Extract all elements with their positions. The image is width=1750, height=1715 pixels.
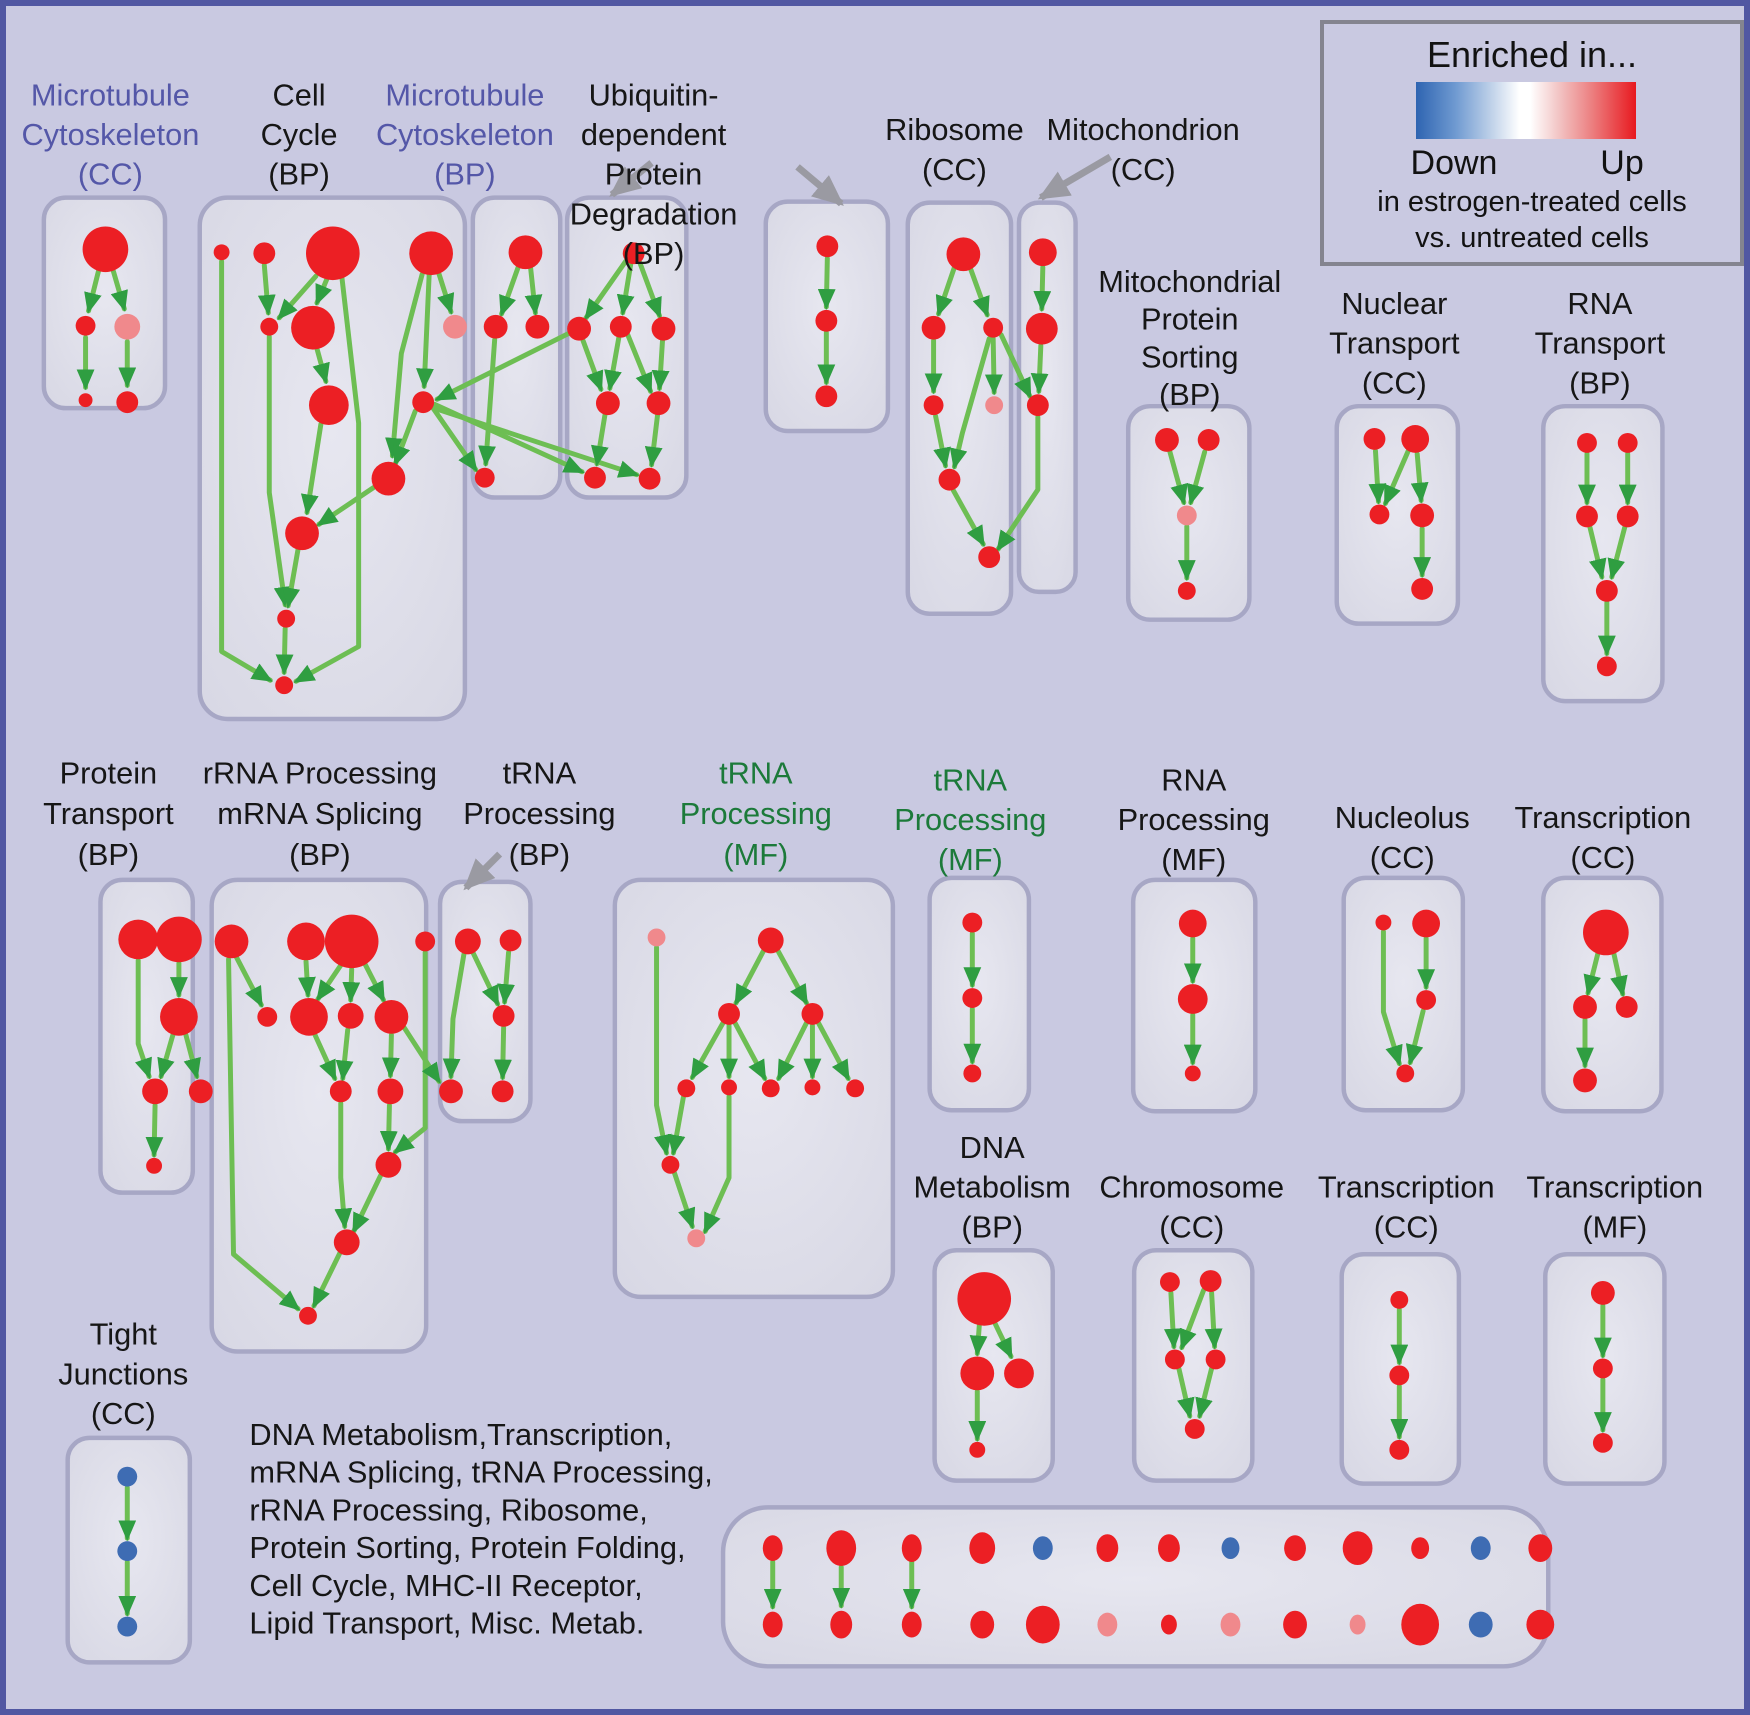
go-term-node <box>1178 984 1208 1014</box>
go-term-node <box>306 226 360 280</box>
go-term-node <box>1412 910 1440 938</box>
go-term-node <box>160 998 198 1036</box>
go-term-node <box>277 610 295 628</box>
edge-arrow <box>351 969 352 1000</box>
go-term-node <box>439 1079 463 1103</box>
go-term-node <box>525 315 549 339</box>
go-term-node <box>758 928 784 954</box>
edge-arrow <box>154 1105 155 1155</box>
edge-arrow <box>284 629 285 673</box>
label-chromosome: Chromosome <box>1099 1169 1285 1205</box>
go-term-node <box>1161 1615 1177 1635</box>
go-term-node <box>156 917 202 963</box>
label-nucleolus: (CC) <box>1369 839 1435 875</box>
go-term-node <box>290 998 328 1036</box>
group-box-nuclear-transport <box>1337 406 1458 623</box>
go-term-node <box>1597 656 1617 676</box>
misc-category-text-line: DNA Metabolism,Transcription, <box>249 1416 673 1452</box>
go-term-node <box>1573 1069 1597 1093</box>
label-microtubule-bp: Cytoskeleton <box>375 117 554 153</box>
go-term-node <box>1364 428 1386 450</box>
label-ubiquitin: Ubiquitin- <box>588 77 719 113</box>
go-term-node <box>815 385 837 407</box>
edge-arrow <box>826 258 827 307</box>
go-term-node <box>287 923 325 961</box>
edge-arrow <box>977 1326 979 1354</box>
label-nuclear-transport: (CC) <box>1361 365 1427 401</box>
go-term-node <box>1401 425 1429 453</box>
edge-arrow <box>1171 1293 1174 1347</box>
label-cell-cycle: Cell <box>272 77 326 113</box>
go-term-node <box>118 920 158 960</box>
go-term-node <box>815 310 837 332</box>
go-term-node <box>291 306 335 350</box>
go-term-node <box>826 1530 856 1566</box>
label-mitochondrion: (CC) <box>1110 151 1176 187</box>
go-term-node <box>1396 1065 1414 1083</box>
label-nucleolus: Nucleolus <box>1334 800 1470 836</box>
label-transcription-cc-1: (CC) <box>1570 839 1636 875</box>
legend-box <box>1320 20 1744 266</box>
go-term-node <box>1528 1534 1552 1562</box>
go-term-node <box>830 1611 852 1639</box>
label-rna-transport: (BP) <box>1569 365 1631 401</box>
label-nuclear-transport: Transport <box>1329 325 1460 361</box>
go-term-node <box>1158 1534 1180 1562</box>
go-term-node <box>652 317 676 341</box>
go-term-node <box>846 1079 864 1097</box>
label-protein-transport: Transport <box>43 796 174 832</box>
go-term-node <box>983 318 1003 338</box>
label-cell-cycle: Cycle <box>260 117 338 153</box>
edge-arrow <box>306 961 308 995</box>
go-term-node <box>647 391 671 415</box>
label-microtubule-cc: Cytoskeleton <box>21 117 200 153</box>
label-mitochondrion: Mitochondrion <box>1046 112 1240 148</box>
go-term-node <box>1375 915 1391 931</box>
label-trna-mf-1: Processing <box>679 796 832 832</box>
label-protein-transport: (BP) <box>77 836 140 872</box>
go-term-node <box>1096 1534 1118 1562</box>
edge-arrow <box>1375 451 1378 502</box>
go-term-node <box>1283 1611 1307 1639</box>
go-term-node <box>309 385 349 425</box>
go-term-node <box>409 231 453 275</box>
go-term-node <box>969 1532 995 1564</box>
label-mito-protein-sorting: (BP) <box>1159 377 1221 413</box>
go-term-node <box>415 931 435 951</box>
edge-arrow <box>503 1028 504 1078</box>
go-term-node <box>962 913 982 933</box>
go-term-node <box>375 1000 409 1034</box>
go-term-node <box>455 928 481 954</box>
label-mito-protein-sorting: Protein <box>1141 301 1239 337</box>
label-microtubule-cc: Microtubule <box>30 77 190 113</box>
go-term-node <box>1004 1358 1034 1388</box>
label-rrna-mrna: (BP) <box>289 836 351 872</box>
go-term-node <box>260 318 278 336</box>
label-mito-protein-sorting: Sorting <box>1141 339 1239 375</box>
go-term-node <box>687 1229 705 1247</box>
go-term-node <box>762 1079 780 1097</box>
go-term-node <box>215 925 249 959</box>
go-term-node <box>939 469 961 491</box>
go-term-node <box>1401 1604 1439 1646</box>
go-term-node <box>146 1158 162 1174</box>
go-term-node <box>1576 505 1598 527</box>
label-tight-junctions: Tight <box>89 1316 157 1352</box>
gradient-bar <box>1416 82 1636 139</box>
go-term-node <box>484 315 508 339</box>
label-trna-bp: tRNA <box>502 755 577 791</box>
go-term-node <box>330 1080 352 1102</box>
label-microtubule-bp: Microtubule <box>385 77 545 113</box>
go-term-node <box>962 988 982 1008</box>
go-term-node <box>922 316 946 340</box>
go-term-node <box>116 391 138 413</box>
misc-category-text-line: rRNA Processing, Ribosome, <box>249 1492 648 1528</box>
label-trna-mf-2: Processing <box>894 802 1047 838</box>
callout-arrow <box>798 167 842 204</box>
edge-arrow <box>660 341 663 389</box>
label-microtubule-bp: (BP) <box>434 156 496 192</box>
legend-subtitle-line1: in estrogen-treated cells <box>1377 186 1687 218</box>
go-term-node <box>1617 505 1639 527</box>
go-term-node <box>978 546 1000 568</box>
label-trna-mf-1: (MF) <box>723 836 789 872</box>
label-rna-processing-mf: (MF) <box>1161 841 1227 877</box>
label-transcription-mf: Transcription <box>1526 1169 1704 1205</box>
go-term-node <box>509 235 543 269</box>
go-term-node <box>985 396 1003 414</box>
go-term-node <box>804 1079 820 1095</box>
go-term-node <box>1284 1535 1306 1561</box>
label-ubiquitin: Protein <box>604 156 703 192</box>
edge-arrow <box>1212 1293 1215 1347</box>
label-tight-junctions: (CC) <box>90 1396 156 1432</box>
go-term-node <box>567 317 591 341</box>
go-term-node <box>493 1005 515 1027</box>
go-term-node <box>957 1272 1011 1326</box>
go-term-node <box>1350 1615 1366 1635</box>
go-term-node <box>1389 1440 1409 1460</box>
go-term-node <box>1177 505 1197 525</box>
go-term-node <box>596 391 620 415</box>
go-term-node <box>189 1079 213 1103</box>
go-term-node <box>1583 910 1629 956</box>
go-term-node <box>253 242 275 264</box>
go-term-node <box>1185 1066 1201 1082</box>
go-term-node <box>1155 428 1179 452</box>
go-term-node <box>376 1152 402 1178</box>
go-term-node <box>257 1007 277 1027</box>
label-ubiquitin: Degradation <box>569 196 738 232</box>
go-term-node <box>763 1612 783 1638</box>
label-ubiquitin: dependent <box>580 117 727 153</box>
go-term-node <box>275 676 293 694</box>
go-term-node <box>584 467 606 489</box>
go-term-node <box>1469 1612 1493 1638</box>
edge-arrow <box>1039 346 1041 392</box>
go-term-node <box>117 1617 137 1637</box>
label-rna-processing-mf: RNA <box>1161 762 1227 798</box>
go-term-node <box>1593 1358 1613 1378</box>
edge-arrow <box>388 1105 389 1149</box>
misc-category-text-line: Cell Cycle, MHC-II Receptor, <box>249 1567 643 1603</box>
go-term-node <box>500 929 522 951</box>
label-protein-transport: Protein <box>59 755 158 791</box>
label-dna-metabolism: Metabolism <box>913 1169 1071 1205</box>
go-term-node <box>1343 1531 1373 1565</box>
go-term-node <box>443 315 467 339</box>
label-trna-mf-2: tRNA <box>933 762 1008 798</box>
go-term-node <box>1411 1537 1429 1559</box>
misc-category-text-line: Protein Sorting, Protein Folding, <box>249 1530 686 1566</box>
go-term-node <box>1200 1270 1222 1292</box>
go-term-node <box>1591 1281 1615 1305</box>
go-term-node <box>1526 1610 1554 1640</box>
go-term-node <box>960 1356 994 1390</box>
go-term-node <box>1179 910 1207 938</box>
go-term-node <box>492 1080 514 1102</box>
go-term-node <box>1616 996 1638 1018</box>
go-term-node <box>325 915 379 969</box>
go-term-node <box>76 316 96 336</box>
edge-arrow <box>993 339 994 393</box>
go-term-node <box>1577 433 1597 453</box>
label-mito-protein-sorting: Mitochondrial <box>1098 263 1282 299</box>
go-term-node <box>969 1442 985 1458</box>
go-term-node <box>946 237 980 271</box>
go-term-node <box>970 1611 994 1639</box>
go-term-node <box>285 516 319 550</box>
go-term-node <box>1573 995 1597 1019</box>
callout-arrow <box>1041 157 1111 198</box>
group-box-rna-transport <box>1543 406 1662 701</box>
go-term-node <box>1160 1272 1180 1292</box>
go-term-node <box>1029 238 1057 266</box>
misc-category-text-line: Lipid Transport, Misc. Metab. <box>249 1605 645 1641</box>
go-term-node <box>1097 1613 1117 1637</box>
label-transcription-cc-1: Transcription <box>1514 800 1692 836</box>
edge-arrow <box>1042 267 1043 309</box>
label-rna-processing-mf: Processing <box>1117 802 1270 838</box>
label-dna-metabolism: DNA <box>959 1129 1025 1165</box>
go-term-node <box>378 1078 404 1104</box>
go-term-node <box>1411 578 1433 600</box>
edge-arrow <box>390 1035 391 1076</box>
label-transcription-mf: (MF) <box>1582 1209 1648 1245</box>
legend-subtitle-line2: vs. untreated cells <box>1415 222 1649 254</box>
go-term-node <box>1416 990 1436 1010</box>
label-trna-bp: (BP) <box>508 836 571 872</box>
label-tight-junctions: Junctions <box>58 1356 189 1392</box>
go-term-node <box>372 462 406 496</box>
go-term-node <box>648 928 666 946</box>
go-term-node <box>79 393 93 407</box>
go-term-node <box>1165 1350 1185 1370</box>
go-term-node <box>662 1156 680 1174</box>
misc-category-text-line: mRNA Splicing, tRNA Processing, <box>249 1454 713 1490</box>
go-term-node <box>763 1535 783 1561</box>
go-term-node <box>1026 313 1058 345</box>
legend-up-label: Up <box>1600 144 1644 182</box>
go-term-node <box>1026 1606 1060 1644</box>
go-term-node <box>639 468 661 490</box>
label-transcription-cc-2: (CC) <box>1373 1209 1439 1245</box>
go-term-node <box>83 226 129 272</box>
go-term-node <box>117 1541 137 1561</box>
go-term-node <box>334 1229 360 1255</box>
go-term-node <box>1471 1536 1491 1560</box>
go-term-node <box>1221 1613 1241 1637</box>
label-rna-transport: RNA <box>1567 285 1633 321</box>
label-trna-bp: Processing <box>463 796 616 832</box>
go-term-node <box>117 1467 137 1487</box>
go-term-node <box>1222 1537 1240 1559</box>
go-term-node <box>1370 504 1390 524</box>
label-ubiquitin: (BP) <box>622 236 685 272</box>
go-term-node <box>1033 1536 1053 1560</box>
go-term-node <box>114 314 140 340</box>
go-term-node <box>802 1003 824 1025</box>
go-term-node <box>721 1079 737 1095</box>
go-term-node <box>142 1078 168 1104</box>
label-nuclear-transport: Nuclear <box>1341 285 1448 321</box>
legend-down-label: Down <box>1410 144 1498 182</box>
legend-title: Enriched in... <box>1426 34 1638 75</box>
group-box-chromosome <box>1134 1250 1252 1480</box>
label-rrna-mrna: mRNA Splicing <box>217 796 423 832</box>
go-term-node <box>1185 1419 1205 1439</box>
label-chromosome: (CC) <box>1159 1209 1225 1245</box>
go-term-node <box>1206 1350 1226 1370</box>
go-term-node <box>1389 1365 1409 1385</box>
label-rrna-mrna: rRNA Processing <box>202 755 438 791</box>
go-term-node <box>214 244 230 260</box>
go-term-node <box>1178 582 1196 600</box>
go-term-node <box>1593 1433 1613 1453</box>
go-term-node <box>1596 580 1618 602</box>
go-term-node <box>902 1612 922 1638</box>
go-term-node <box>610 316 632 338</box>
label-transcription-cc-2: Transcription <box>1317 1169 1495 1205</box>
go-term-node <box>1618 433 1638 453</box>
label-trna-mf-1: tRNA <box>719 755 793 791</box>
label-ribosome: Ribosome <box>885 112 1024 148</box>
go-term-node <box>924 395 944 415</box>
label-ribosome: (CC) <box>921 151 987 187</box>
go-term-node <box>338 1003 364 1029</box>
go-term-node <box>1027 394 1049 416</box>
go-term-node <box>718 1003 740 1025</box>
go-term-node <box>412 391 434 413</box>
go-term-node <box>677 1079 695 1097</box>
label-rna-transport: Transport <box>1534 325 1666 361</box>
go-term-node <box>475 468 495 488</box>
label-cell-cycle: (BP) <box>268 156 330 192</box>
go-term-node <box>1198 429 1220 451</box>
go-term-node <box>1390 1291 1408 1309</box>
go-term-node <box>963 1065 981 1083</box>
go-term-node <box>902 1534 922 1562</box>
label-trna-mf-2: (MF) <box>937 841 1003 877</box>
label-dna-metabolism: (BP) <box>961 1209 1023 1245</box>
label-microtubule-cc: (CC) <box>77 156 143 192</box>
go-term-node <box>1410 503 1434 527</box>
go-term-node <box>299 1307 317 1325</box>
go-term-node <box>816 235 838 257</box>
